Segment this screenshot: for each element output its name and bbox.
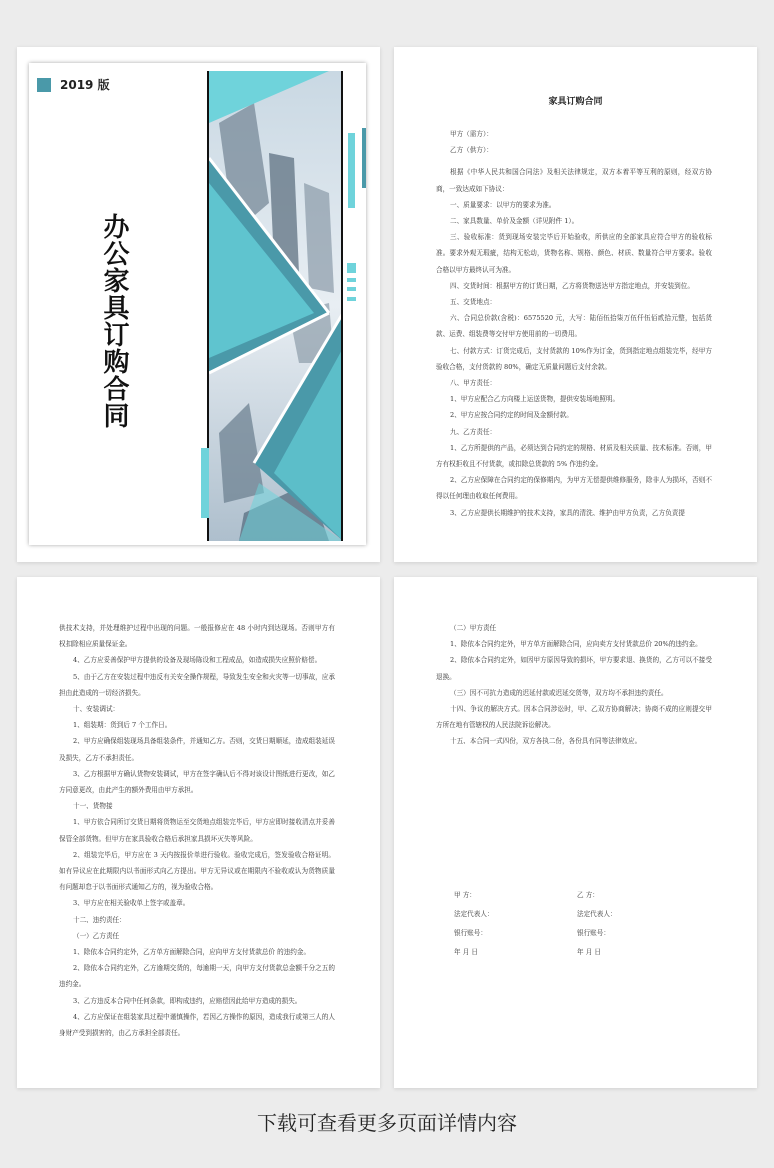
sign-date: 年 月 日 [577, 948, 601, 956]
paragraph: 2、除依本合同约定外，如因甲方原因导致的损坏，甲方要求退、换货的，乙方可以不接受退换。 [436, 656, 712, 681]
signature-block-party-b [577, 886, 617, 962]
signature-block-party-a [454, 886, 494, 962]
paragraph: （二）甲方责任 [450, 624, 497, 632]
paragraph: 五、交货地点： [450, 298, 497, 307]
paragraph: 二、家具数量、单价及金额（详见附件 1）。 [450, 217, 579, 226]
paragraph: 5、由于乙方在安装过程中违反有关安全操作规程，导致发生安全和火灾等一切事故，应承担由此造成的一切经济损失。 [59, 672, 335, 697]
paragraph: 1、甲方依合同所订交货日期将货物运至交货地点组装完毕后，甲方应即时接收清点并妥善保管全部货物。但甲方在家具验收合格后承担家具损坏灭失等风险。 [59, 818, 335, 843]
contract-page-2 [17, 577, 380, 1088]
contract-body-1 [436, 126, 712, 521]
paragraph: 九、乙方责任： [450, 427, 497, 436]
cover-page [17, 47, 380, 562]
paragraph: 3、乙方根据甲方确认货物安装调试，甲方在签字确认后不得对该设计图纸进行更改，如乙方同意更改，由此产生的额外费用由甲方承担。 [59, 769, 335, 795]
accent-bar [201, 448, 209, 518]
paragraph: 十一、货物接 [73, 802, 113, 811]
sign-party: 甲 方： [454, 891, 476, 899]
contract-body-2 [59, 620, 335, 1041]
contract-page-3 [394, 577, 757, 1088]
paragraph: 十五、本合同一式四份，双方各执二份，各份具有同等法律效应。 [450, 737, 642, 746]
accent-bar [347, 278, 356, 282]
vertical-line [341, 71, 343, 541]
sign-date: 年 月 日 [454, 948, 478, 956]
sign-bank-account: 银行账号： [454, 929, 487, 937]
accent-bar [362, 128, 366, 188]
paragraph: 2、乙方应保障在合同约定的保修期内，为甲方无偿提供维修服务，除非人为损坏，否则不得以任何理由收取任何费用。 [436, 476, 712, 501]
accent-bar [348, 133, 355, 208]
paragraph: 八、甲方责任： [450, 379, 497, 388]
paragraph: 四、交货时间：根据甲方的订货日期，乙方将货物送达甲方指定地点，并安装到位。 [450, 281, 694, 290]
paragraph: 4、乙方应保证在组装家具过程中谨慎操作，若因乙方操作的原因，造成我行或第三人的人身财产受到损害的，由乙方承担全部责任。 [59, 1012, 335, 1038]
party-a-line: 甲方（需方）： [450, 130, 493, 138]
paragraph: 3、甲方应在相关验收单上签字或盖章。 [73, 899, 190, 908]
sign-bank-account: 银行账号： [577, 929, 610, 937]
paragraph: 1、除依本合同约定外，乙方单方面解除合同，应向甲方支付货款总价 的违约金。 [73, 948, 311, 957]
paragraph: 1、除依本合同约定外，甲方单方面解除合同，应向卖方支付货款总价 20%的违约金。 [450, 640, 702, 649]
sign-representative: 法定代表人： [454, 910, 494, 918]
accent-bar [347, 297, 356, 301]
paragraph: 十、安装调试： [73, 705, 120, 714]
paragraph: 1、甲方应配合乙方向楼上运送货物，提供安装场地照明。 [450, 395, 620, 404]
paragraph: 一、质量要求：以甲方的要求为准。 [450, 200, 556, 209]
paragraph: 七、付款方式：订货完成后，支付货款的 10%作为订金，货到指定地点组装完毕，经甲方验收合格，支付货款的 80%，确定无质量问题后支付余款。 [436, 346, 712, 371]
accent-bar [347, 287, 356, 291]
contract-body-3 [436, 620, 712, 750]
paragraph: 4、乙方应妥善保护甲方提供的设备及现场陈设和工程成品，如造成损失应照价赔偿。 [73, 656, 322, 665]
paragraph: 3、乙方违反本合同中任何条款，即构成违约，应赔偿因此给甲方造成的损失。 [73, 996, 302, 1005]
accent-bar [347, 263, 356, 273]
paragraph: （三）因不可抗力造成的迟延付款或迟延交货等，双方均不承担违约责任。 [450, 688, 668, 697]
sign-representative: 法定代表人： [577, 910, 617, 918]
paragraph: （一）乙方责任 [73, 931, 120, 940]
footer-caption: 下载可查看更多页面详情内容 [257, 1111, 517, 1135]
paragraph: 1、乙方所提供的产品，必须达到合同约定的规格、材质及相关质量、技术标准。否则，甲方有权拒收且不付货款，或扣除总货款的 5% 作违约金。 [436, 443, 712, 469]
cover-frame [29, 63, 366, 545]
paragraph: 根据《中华人民共和国合同法》及相关法律规定，双方本着平等互利的原则，经双方协商，一致达成如下协议： [436, 168, 712, 193]
contract-title: 家具订购合同 [548, 97, 603, 107]
paragraph: 十二、违约责任： [73, 915, 126, 924]
paragraph: 三、验收标准：货到现场安装完毕后开始验收，所供应的全部家具应符合甲方的验收标准。要求外观无瑕疵，结构无松动，货物名称、规格、颜色、材质、数量符合甲方要求。验收合格以甲方最终认可为准。 [436, 233, 712, 274]
paragraph: 2、组装完毕后，甲方应在 3 天内按报价单进行验收。验收完成后，签发验收合格证明。如有异议应在此期限内以书面形式向乙方提出。甲方无异议或在期限内不验收或认为货物质量有问题却怠于以书面形式通知乙方的，视为验收合格。 [59, 850, 335, 892]
contract-page-1 [394, 47, 757, 562]
paragraph: 1、组装期：货到后 7 个工作日。 [73, 721, 172, 730]
paragraph: 2、除依本合同约定外，乙方逾期交货的，每逾期一天，向甲方支付货款总金额千分之五的违约金。 [59, 964, 335, 989]
paragraph: 供技术支持，并处理维护过程中出现的问题。一般报修应在 48 小时内到达现场。否则甲方有权扣除相应质量保证金。 [59, 624, 335, 649]
cover-artwork [29, 63, 366, 545]
party-b-line: 乙方（供方）： [450, 146, 493, 155]
sign-party: 乙 方： [577, 891, 599, 899]
cover-title: 办公家具订购合同 [99, 213, 129, 429]
version-label: 2019 版 [60, 78, 110, 92]
paragraph-total-price: 六、合同总价款(含税)：6575520 元，大写：陆佰伍拾柒万伍仟伍佰贰拾元整，包括货款、运费、组装费等交付甲方使用前的一切费用。 [436, 314, 712, 339]
paragraph: 十四、争议的解决方式。因本合同涉讼时，甲、乙双方协商解决；协商不成的应则提交甲方所在地有管辖权的人民法院诉讼解决。 [436, 705, 712, 730]
paragraph: 3、乙方应提供长期维护的技术支持，家具的清洗、维护由甲方负责，乙方负责提 [450, 508, 685, 517]
paragraph: 2、甲方应按合同约定的时间及金额付款。 [450, 411, 573, 420]
paragraph: 2、甲方应确保组装现场具备组装条件，并通知乙方。否则，交货日期顺延，造成组装延误及损失，乙方不承担责任。 [59, 737, 335, 762]
